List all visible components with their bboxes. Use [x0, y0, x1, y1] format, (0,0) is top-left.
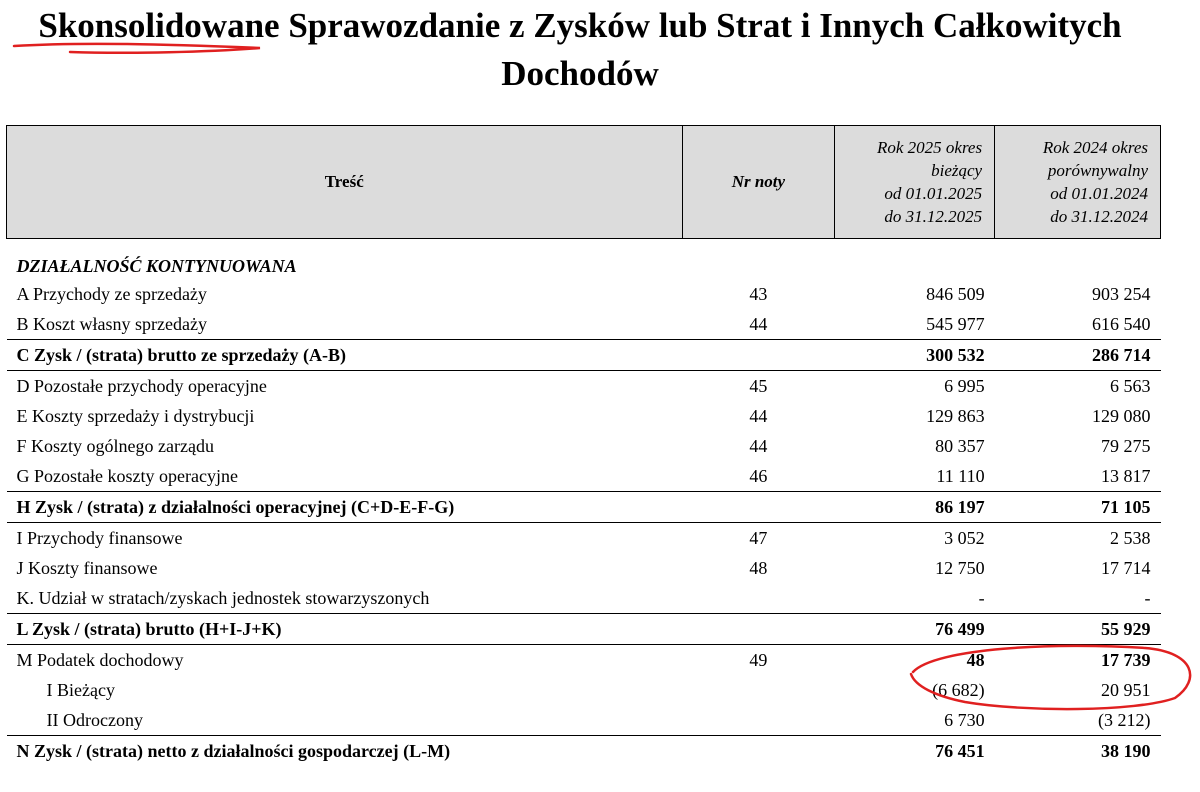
row-label: I Bieżący — [46, 679, 115, 700]
row-label: II Odroczony — [46, 709, 143, 730]
row-value-2025: 6 730 — [944, 709, 985, 730]
row-value-2025: - — [978, 587, 985, 608]
row-value-2024: 38 190 — [995, 736, 1161, 767]
row-label: F Koszty ogólnego zarządu — [16, 435, 214, 456]
row-note: 46 — [749, 465, 768, 486]
section-heading: DZIAŁALNOŚĆ KONTYNUOWANA — [16, 256, 297, 276]
row-label: C Zysk / (strata) brutto ze sprzedaży (A-B) — [7, 340, 683, 371]
row-value-2024: 71 105 — [995, 492, 1161, 523]
row-note: 48 — [749, 557, 768, 578]
row-note — [682, 492, 835, 523]
row-value-2025: 76 451 — [835, 736, 995, 767]
row-value-2024: 2 538 — [995, 523, 1161, 554]
row-note — [682, 614, 835, 645]
table-row — [7, 431, 1161, 461]
row-value-2025: 300 532 — [835, 340, 995, 371]
row-value-2025: 11 110 — [936, 465, 985, 486]
table-row — [7, 371, 1161, 402]
row-value-2025: (6 682) — [932, 679, 985, 700]
row-value-2024: 903 254 — [1092, 283, 1151, 304]
table-row-subtotal — [7, 492, 1161, 523]
row-value-2025: 545 977 — [926, 313, 985, 334]
row-value-2024: 79 275 — [1101, 435, 1151, 456]
row-value-2024: 20 951 — [1101, 679, 1151, 700]
row-label: G Pozostałe koszty operacyjne — [16, 465, 238, 486]
header-tresc: Treść — [7, 126, 683, 239]
red-underline-annotation — [10, 38, 270, 58]
header-2025-line: Rok 2025 okres — [876, 138, 983, 157]
header-period-2025 — [835, 126, 995, 239]
row-value-2024: 286 714 — [995, 340, 1161, 371]
row-value-2025: 846 509 — [926, 283, 985, 304]
row-label: H Zysk / (strata) z działalności operacyjnej (C+D-E-F-G) — [7, 492, 683, 523]
row-note: 45 — [682, 371, 835, 402]
row-value-2024: 616 540 — [1092, 313, 1151, 334]
red-circle-annotation — [905, 640, 1200, 715]
row-note: 49 — [682, 645, 835, 676]
header-nr-noty: Nr noty — [682, 126, 835, 239]
row-value-2024: - — [1144, 587, 1151, 608]
row-note — [682, 340, 835, 371]
header-2024-line: do 31.12.2024 — [1050, 207, 1148, 226]
row-value-2025: 86 197 — [835, 492, 995, 523]
row-value-2025: 129 863 — [926, 405, 985, 426]
row-label: N Zysk / (strata) netto z działalności gospodarczej (L-M) — [7, 736, 683, 767]
row-label: M Podatek dochodowy — [7, 645, 683, 676]
row-label: K. Udział w stratach/zyskach jednostek stowarzyszonych — [16, 587, 430, 608]
row-label: D Pozostałe przychody operacyjne — [7, 371, 683, 402]
table-row — [7, 461, 1161, 492]
table-row-subtotal — [7, 340, 1161, 371]
row-value-2024: 6 563 — [995, 371, 1161, 402]
row-note — [682, 736, 835, 767]
row-value-2024: (3 212) — [1098, 709, 1151, 730]
table-row — [7, 523, 1161, 554]
row-value-2024: 129 080 — [1092, 405, 1151, 426]
table-header-row — [7, 126, 1161, 239]
header-2025-line: od 01.01.2025 — [884, 184, 983, 203]
row-note: 44 — [749, 435, 768, 456]
section-heading-row — [7, 247, 1161, 279]
row-label: L Zysk / (strata) brutto (H+I-J+K) — [7, 614, 683, 645]
row-value-2024: 55 929 — [995, 614, 1161, 645]
header-2024-line: Rok 2024 okres — [1042, 138, 1148, 157]
table-row — [7, 279, 1161, 309]
row-value-2025: 48 — [835, 645, 995, 676]
header-2024-line: porównywalny — [1047, 161, 1148, 180]
header-2025-line: bieżący — [931, 161, 983, 180]
row-note: 44 — [749, 313, 768, 334]
table-row — [7, 401, 1161, 431]
table-row-subtotal — [7, 736, 1161, 767]
header-2025-line: do 31.12.2025 — [884, 207, 983, 226]
header-2024-line: od 01.01.2024 — [1050, 184, 1148, 203]
row-note: 43 — [749, 283, 768, 304]
row-note — [682, 705, 835, 736]
table-row — [7, 553, 1161, 583]
row-value-2025: 76 499 — [835, 614, 995, 645]
row-value-2025: 3 052 — [835, 523, 995, 554]
row-label: I Przychody finansowe — [7, 523, 683, 554]
row-value-2025: 6 995 — [835, 371, 995, 402]
header-period-2024 — [995, 126, 1161, 239]
row-value-2025: 80 357 — [935, 435, 985, 456]
table-row — [7, 309, 1161, 340]
row-label: E Koszty sprzedaży i dystrybucji — [16, 405, 255, 426]
row-label: J Koszty finansowe — [16, 557, 158, 578]
row-note: 44 — [749, 405, 768, 426]
row-value-2025: 12 750 — [935, 557, 985, 578]
row-note — [682, 583, 835, 614]
row-value-2024: 13 817 — [1101, 465, 1151, 486]
row-label: A Przychody ze sprzedaży — [16, 283, 207, 304]
row-note — [682, 675, 835, 705]
row-note: 47 — [682, 523, 835, 554]
row-value-2024: 17 739 — [995, 645, 1161, 676]
page-title: Skonsolidowane Sprawozdanie z Zysków lub Strat i Innych Całkowitych Dochodów — [38, 6, 1122, 93]
row-value-2024: 17 714 — [1101, 557, 1151, 578]
row-label: B Koszt własny sprzedaży — [16, 313, 207, 334]
table-row — [7, 583, 1161, 614]
